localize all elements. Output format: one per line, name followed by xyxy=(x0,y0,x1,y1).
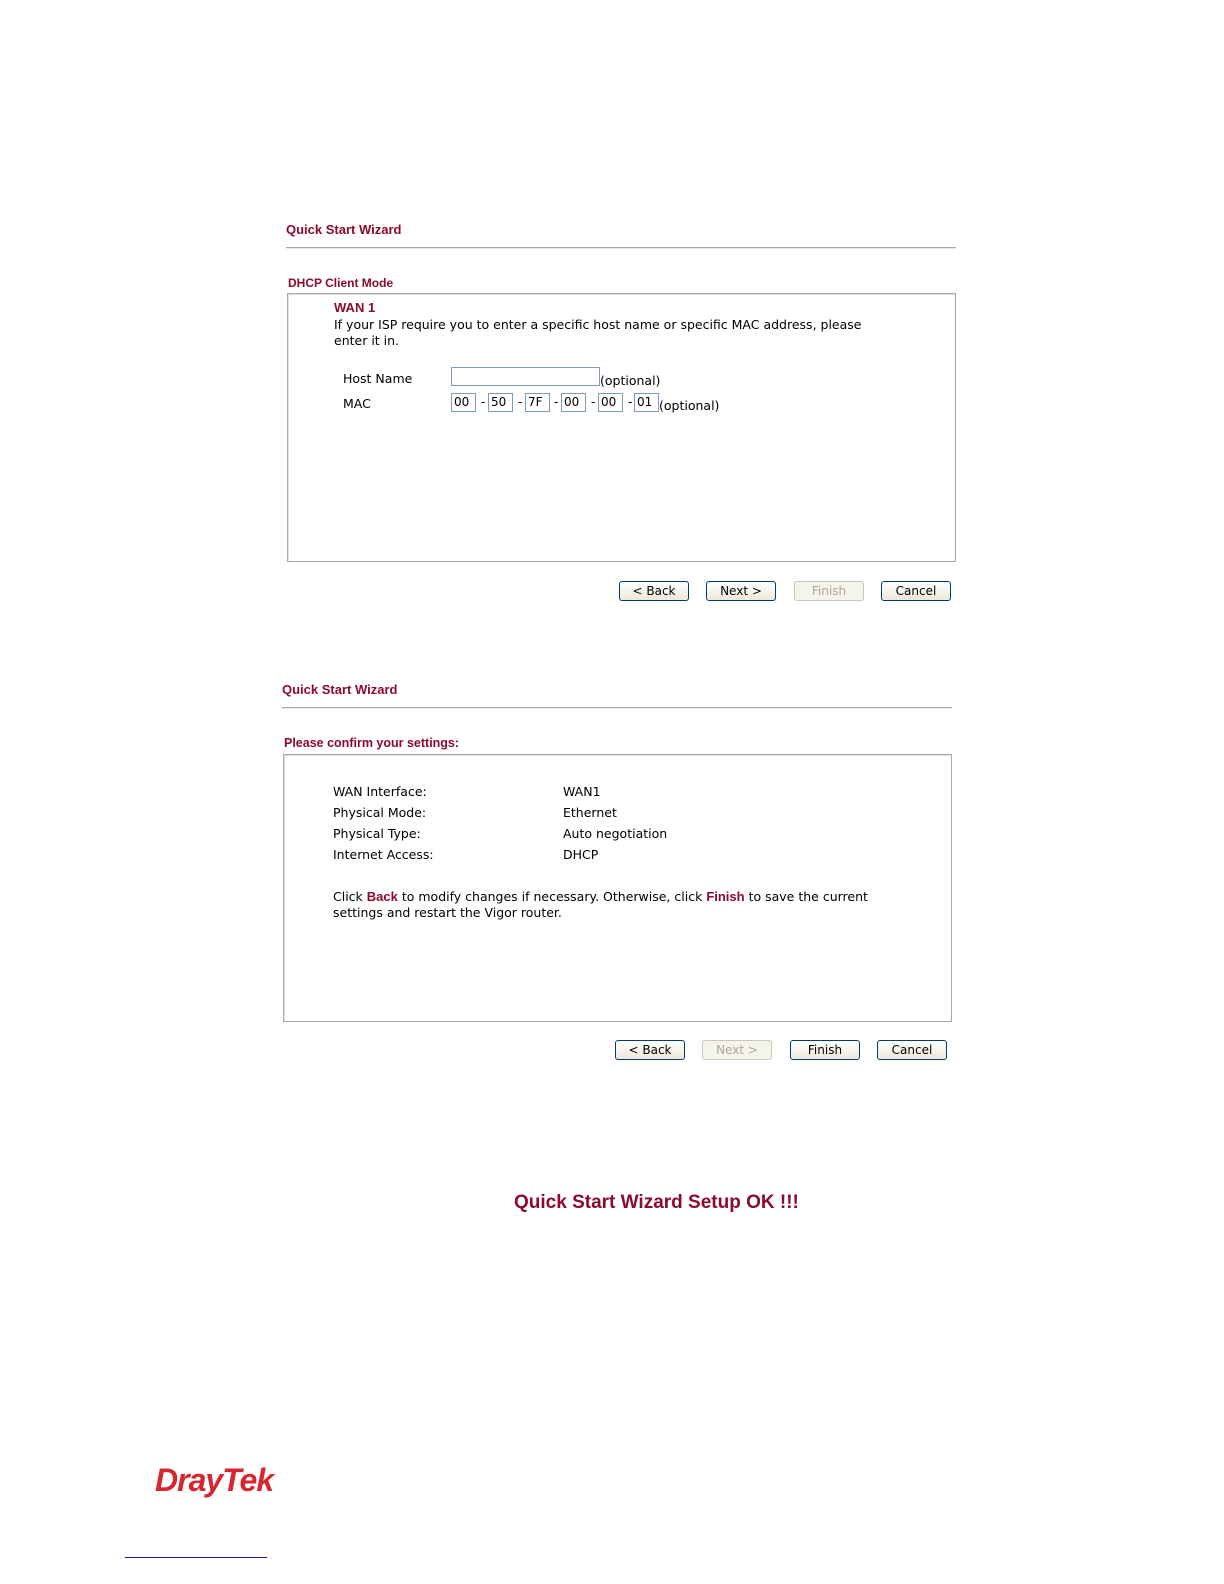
wan-label: WAN 1 xyxy=(334,300,376,315)
cancel-button[interactable]: Cancel xyxy=(881,581,951,601)
confirm-note xyxy=(333,889,868,904)
setting-label: WAN Interface: xyxy=(333,784,427,799)
mac-octet-input[interactable]: 00 xyxy=(598,393,623,412)
mac-octet-input[interactable]: 00 xyxy=(451,393,476,412)
cancel-button[interactable]: Cancel xyxy=(877,1040,947,1060)
setting-value: Auto negotiation xyxy=(563,826,668,841)
next-button[interactable]: Next > xyxy=(706,581,776,601)
setting-label: Physical Mode: xyxy=(333,805,427,820)
finish-button[interactable]: Finish xyxy=(790,1040,860,1060)
mac-separator: - xyxy=(628,395,633,409)
confirm-note-line-2: settings and restart the Vigor router. xyxy=(333,905,562,920)
finish-button[interactable]: Finish xyxy=(794,581,864,601)
mac-separator: - xyxy=(518,395,523,409)
next-button[interactable]: Next > xyxy=(702,1040,772,1060)
mac-separator: - xyxy=(591,395,596,409)
setting-label: Physical Type: xyxy=(333,826,421,841)
setting-label: Internet Access: xyxy=(333,847,434,862)
setting-value: Ethernet xyxy=(563,805,617,820)
confirm-settings-panel xyxy=(283,754,952,1022)
section-title: Please confirm your settings: xyxy=(284,736,460,750)
mac-optional: (optional) xyxy=(659,398,720,413)
draytek-logo: DrayTek xyxy=(155,1462,274,1498)
note-text: to save the current xyxy=(748,889,868,904)
note-text: Click xyxy=(333,889,363,904)
note-back-keyword: Back xyxy=(366,889,398,904)
host-name-label: Host Name xyxy=(343,371,413,386)
description-line-1: If your ISP require you to enter a specific host name or specific MAC address, please xyxy=(334,317,862,332)
setting-value: WAN1 xyxy=(563,784,601,799)
section-title: DHCP Client Mode xyxy=(288,276,394,290)
mac-label: MAC xyxy=(343,396,371,411)
note-text: to modify changes if necessary. Otherwise, click xyxy=(401,889,703,904)
mac-octet-input[interactable]: 50 xyxy=(488,393,513,412)
setting-value: DHCP xyxy=(563,847,599,862)
note-finish-keyword: Finish xyxy=(706,889,745,904)
back-button[interactable]: < Back xyxy=(619,581,689,601)
wizard-title: Quick Start Wizard xyxy=(282,682,398,697)
host-name-optional: (optional) xyxy=(600,373,661,388)
dhcp-settings-panel xyxy=(287,293,956,562)
description-line-2: enter it in. xyxy=(334,333,400,348)
mac-octet-input[interactable]: 01 xyxy=(634,393,659,412)
host-name-input[interactable] xyxy=(451,367,600,386)
setup-success-message: Quick Start Wizard Setup OK !!! xyxy=(514,1192,799,1213)
mac-octet-input[interactable]: 00 xyxy=(561,393,586,412)
title-divider xyxy=(286,247,956,249)
mac-separator: - xyxy=(481,395,486,409)
footer-divider xyxy=(125,1557,267,1558)
wizard-title: Quick Start Wizard xyxy=(286,222,402,237)
mac-octet-input[interactable]: 7F xyxy=(525,393,550,412)
back-button[interactable]: < Back xyxy=(615,1040,685,1060)
mac-separator: - xyxy=(554,395,559,409)
title-divider xyxy=(282,707,952,709)
